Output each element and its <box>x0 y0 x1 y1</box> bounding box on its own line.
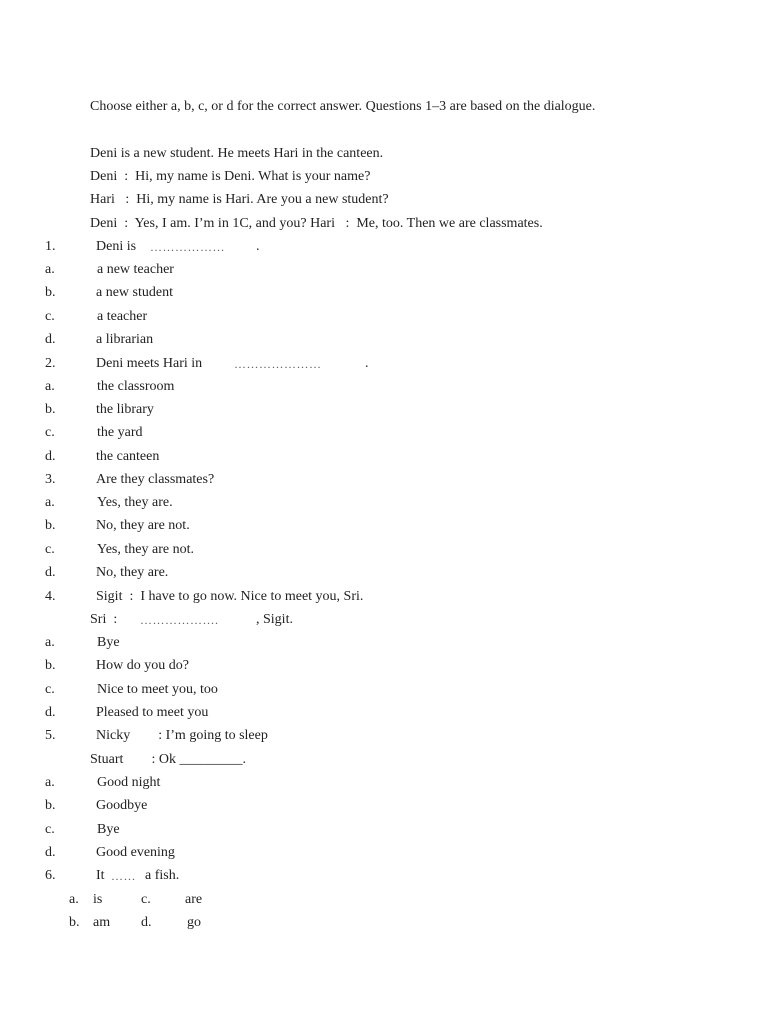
option-text: the canteen <box>96 449 160 464</box>
option-letter: b. <box>45 798 56 813</box>
option-letter: b. <box>69 915 80 930</box>
reply-end: , Sigit. <box>256 612 293 627</box>
answer-blank: …… <box>111 869 136 883</box>
instruction-text: Choose either a, b, c, or d for the correct answer. Questions 1–3 are based on the dialogue. <box>90 99 596 114</box>
question-number: 5. <box>45 728 56 743</box>
option-text: am <box>93 915 111 930</box>
option-letter: d. <box>45 845 56 860</box>
option-letter: a. <box>45 775 55 790</box>
option-letter: c. <box>141 892 151 907</box>
dialogue-line: Hari : Hi, my name is Hari. Are you a new student? <box>90 192 389 207</box>
option-letter: d. <box>45 332 56 347</box>
question-number: 6. <box>45 868 56 883</box>
question-stem: Deni is <box>96 239 137 254</box>
question-number: 1. <box>45 239 56 254</box>
reply-speaker: Sri : <box>90 612 118 627</box>
answer-blank: ………………. <box>140 613 219 627</box>
option-letter: c. <box>45 542 55 557</box>
option-letter: b. <box>45 518 56 533</box>
option-text: a teacher <box>97 309 148 324</box>
dialogue-intro: Deni is a new student. He meets Hari in the canteen. <box>90 146 384 161</box>
option-text: Yes, they are. <box>97 495 173 510</box>
question-stem: It <box>96 868 105 883</box>
option-text: Good night <box>97 775 161 790</box>
question-end: . <box>365 356 369 371</box>
option-letter: a. <box>45 262 55 277</box>
dialogue-line: Deni : Hi, my name is Deni. What is your name? <box>90 169 371 184</box>
option-letter: c. <box>45 425 55 440</box>
question-number: 4. <box>45 589 56 604</box>
option-letter: b. <box>45 658 56 673</box>
option-letter: c. <box>45 309 55 324</box>
option-text: No, they are not. <box>96 518 190 533</box>
option-letter: b. <box>45 285 56 300</box>
option-text: is <box>93 892 103 907</box>
question-number: 2. <box>45 356 56 371</box>
option-text: the classroom <box>97 379 175 394</box>
option-text: Good evening <box>96 845 175 860</box>
option-text: a new teacher <box>97 262 174 277</box>
option-letter: d. <box>141 915 152 930</box>
option-text: How do you do? <box>96 658 189 673</box>
option-text: Nice to meet you, too <box>97 682 218 697</box>
option-letter: d. <box>45 705 56 720</box>
option-text: go <box>187 915 201 930</box>
option-letter: c. <box>45 682 55 697</box>
option-text: the library <box>96 402 154 417</box>
option-text: a librarian <box>96 332 154 347</box>
option-text: the yard <box>97 425 143 440</box>
question-number: 3. <box>45 472 56 487</box>
option-letter: c. <box>45 822 55 837</box>
question-end: a fish. <box>145 868 180 883</box>
option-text: Yes, they are not. <box>97 542 194 557</box>
option-letter: b. <box>45 402 56 417</box>
question-stem: Deni meets Hari in <box>96 356 203 371</box>
option-letter: d. <box>45 565 56 580</box>
question-stem: Are they classmates? <box>96 472 215 487</box>
answer-blank: ……………… <box>150 240 225 254</box>
option-text: No, they are. <box>96 565 169 580</box>
option-text: Bye <box>97 635 120 650</box>
option-text: Goodbye <box>96 798 148 813</box>
option-text: a new student <box>96 285 173 300</box>
option-letter: a. <box>45 495 55 510</box>
option-letter: a. <box>45 635 55 650</box>
option-text: are <box>185 892 203 907</box>
option-text: Pleased to meet you <box>96 705 209 720</box>
answer-blank: ………………… <box>234 357 322 371</box>
question-stem: Nicky : I’m going to sleep <box>96 728 268 743</box>
option-letter: a. <box>45 379 55 394</box>
question-end: . <box>256 239 260 254</box>
option-letter: d. <box>45 449 56 464</box>
reply-line: Stuart : Ok _________. <box>90 752 246 767</box>
question-stem: Sigit : I have to go now. Nice to meet you, Sri. <box>96 589 364 604</box>
dialogue-line: Deni : Yes, I am. I’m in 1C, and you? Hari : Me, too. Then we are classmates. <box>90 216 543 231</box>
option-letter: a. <box>69 892 79 907</box>
option-text: Bye <box>97 822 120 837</box>
